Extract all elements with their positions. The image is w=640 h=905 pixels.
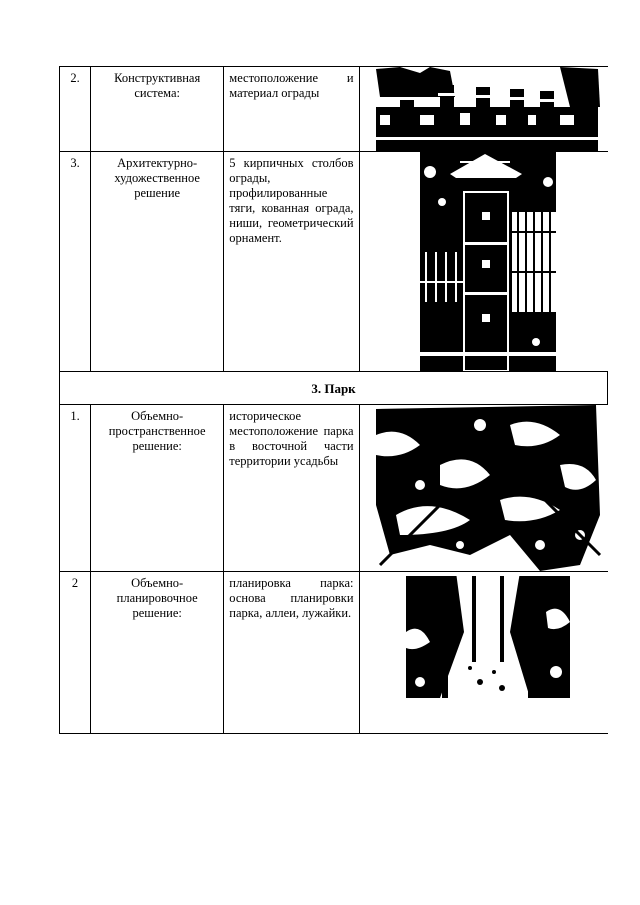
row-description: планировка парка: основа планировки парка, аллеи, лужайки. xyxy=(224,572,359,734)
row-photo-cell xyxy=(359,152,607,372)
row-number: 3. xyxy=(60,152,91,372)
park-trees-photo xyxy=(360,405,608,571)
row-description: историческое местоположение парка в восточной части территории усадьбы xyxy=(224,405,359,572)
row-photo-cell xyxy=(359,67,607,152)
row-name: Объемно-планировочное решение: xyxy=(91,572,224,734)
row-photo-cell xyxy=(359,405,607,572)
section-title: 3. Парк xyxy=(60,372,608,405)
row-description: местоположение и материал ограды xyxy=(224,67,359,152)
table-row xyxy=(60,405,608,572)
row-number: 2 xyxy=(60,572,91,734)
row-name: Конструктивная система: xyxy=(91,67,224,152)
row-number: 1. xyxy=(60,405,91,572)
row-name: Архитектурно-художественное решение xyxy=(91,152,224,372)
row-description: 5 кирпичных столбов ограды, профилированные тяги, кованная ограда, ниши, геометрический орнамент. xyxy=(224,152,359,372)
row-photo-cell xyxy=(359,572,607,734)
park-alley-photo xyxy=(360,572,608,733)
section-row xyxy=(60,372,608,405)
gate-pillar-photo xyxy=(360,152,608,371)
table-row xyxy=(60,152,608,372)
fence-photo xyxy=(360,67,608,151)
row-name: Объемно-пространственное решение: xyxy=(91,405,224,572)
document-table xyxy=(59,66,608,734)
row-number: 2. xyxy=(60,67,91,152)
table-row xyxy=(60,572,608,734)
table-row xyxy=(60,67,608,152)
